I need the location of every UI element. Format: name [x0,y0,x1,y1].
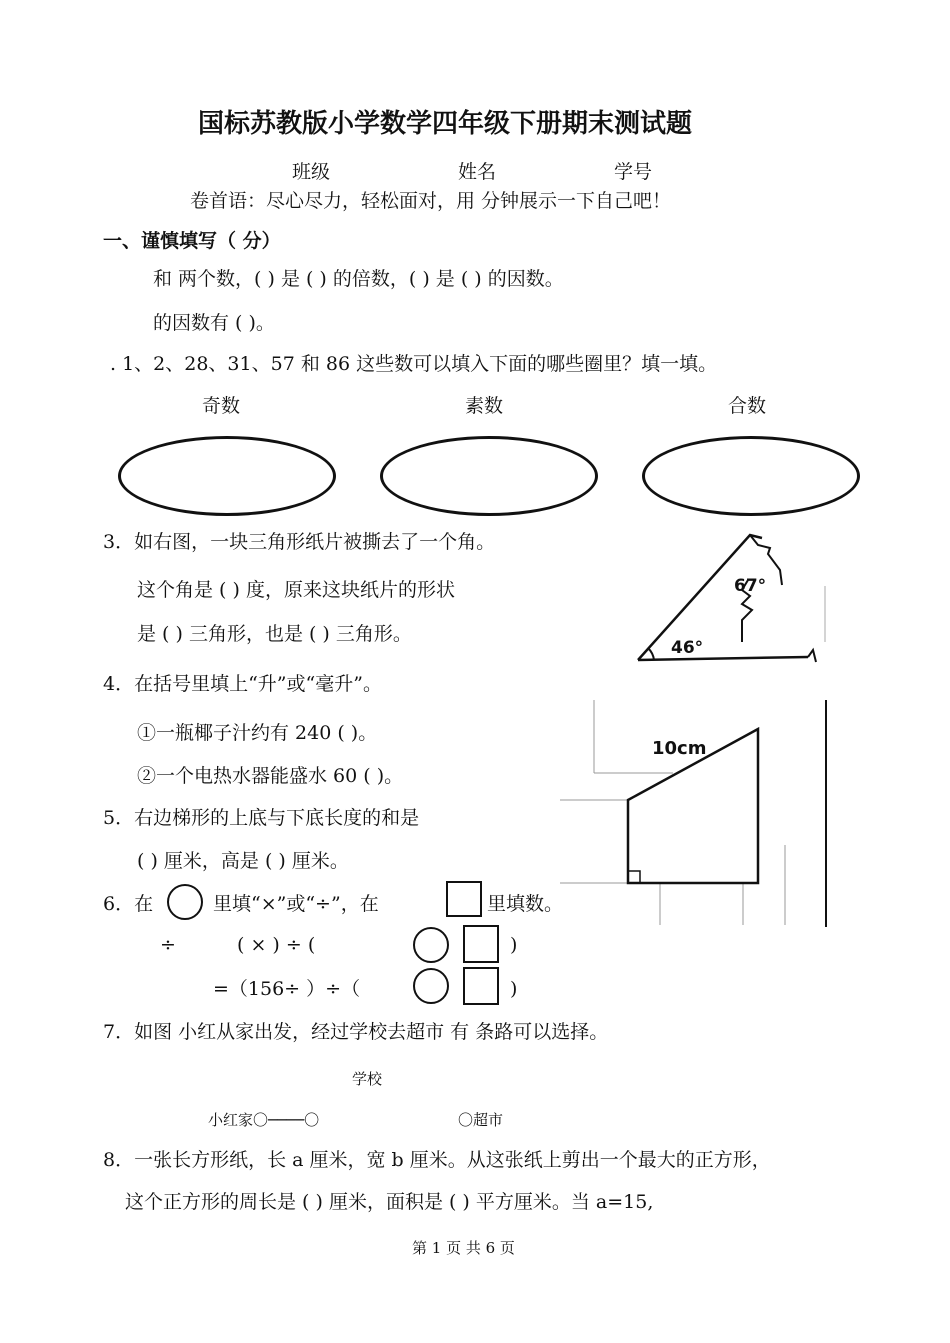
trapezoid-side-label: 10cm [652,738,707,759]
q6-text-c: 里填数。 [487,893,564,915]
q2-line: . 1、2、28、31、57 和 86 这些数可以填入下面的哪些圈里？填一填。 [110,353,718,375]
number-label: 学号 [614,161,653,183]
operator-circle-1[interactable] [413,927,449,963]
set-label-prime: 素数 [465,395,504,417]
q6-row2-end: ) [510,978,518,1000]
q1-line1: 和 两个数，( ) 是 ( ) 的倍数，( ) 是 ( ) 的因数。 [153,268,564,290]
q8-line2: 这个正方形的周长是 ( ) 厘米，面积是 ( ) 平方厘米。当 a=15, [125,1191,654,1213]
q3-line3: 是 ( ) 三角形，也是 ( ) 三角形。 [137,623,412,645]
section-heading: 一、谨慎填写（ 分） [103,230,281,252]
name-label: 姓名 [458,161,497,183]
q7-line: 7．如图 小红从家出发，经过学校去超市 有 条路可以选择。 [103,1021,609,1043]
q6-text-a: 6．在 [103,893,154,915]
q3-line1: 3．如右图，一块三角形纸片被撕去了一个角。 [103,531,496,553]
ellipse-odd[interactable] [118,436,336,516]
set-label-composite: 合数 [728,395,767,417]
trapezoid-figure [560,695,835,930]
number-box-1[interactable] [463,925,499,963]
q6-text-b: 里填“×”或“÷”，在 [213,893,379,915]
operator-circle-example [167,884,203,920]
set-label-odd: 奇数 [202,395,241,417]
q5-line1: 5．右边梯形的上底与下底长度的和是 [103,807,420,829]
q4-line3: ②一个电热水器能盛水 60 ( )。 [137,765,404,787]
number-box-2[interactable] [463,967,499,1005]
preface: 卷首语：尽心尽力，轻松面对，用 分钟展示一下自己吧！ [190,190,672,212]
class-label: 班级 [292,161,331,183]
q3-line2: 这个角是 ( ) 度，原来这块纸片的形状 [137,579,455,601]
q7-home-route: 小红家〇────〇 [208,1111,320,1129]
q6-row1-start: ÷ [160,934,176,956]
torn-triangle-figure [630,530,830,665]
operator-circle-2[interactable] [413,968,449,1004]
q4-line1: 4．在括号里填上“升”或“毫升”。 [103,673,382,695]
q8-line1: 8．一张长方形纸，长 a 厘米，宽 b 厘米。从这张纸上剪出一个最大的正方形， [103,1149,771,1171]
page-title: 国标苏教版小学数学四年级下册期末测试题 [198,109,693,139]
q6-row1-mid: ( × ) ÷ ( [237,934,316,956]
q5-line2: ( ) 厘米，高是 ( ) 厘米。 [137,850,349,872]
q1-line2: 的因数有 ( )。 [153,312,275,334]
q6-row1-end: ) [510,934,518,956]
q6-row2-start: =（156÷ ）÷（ [213,978,361,1000]
ellipse-composite[interactable] [642,436,860,516]
page-footer: 第 1 页 共 6 页 [412,1239,515,1257]
q4-line2: ①一瓶椰子汁约有 240 ( )。 [137,722,378,744]
angle-label-67: 67° [734,576,767,596]
angle-label-46: 46° [671,638,704,658]
ellipse-prime[interactable] [380,436,598,516]
q7-market-label: 〇超市 [458,1111,504,1129]
number-box-example [446,881,482,917]
q7-school-label: 学校 [352,1070,383,1088]
